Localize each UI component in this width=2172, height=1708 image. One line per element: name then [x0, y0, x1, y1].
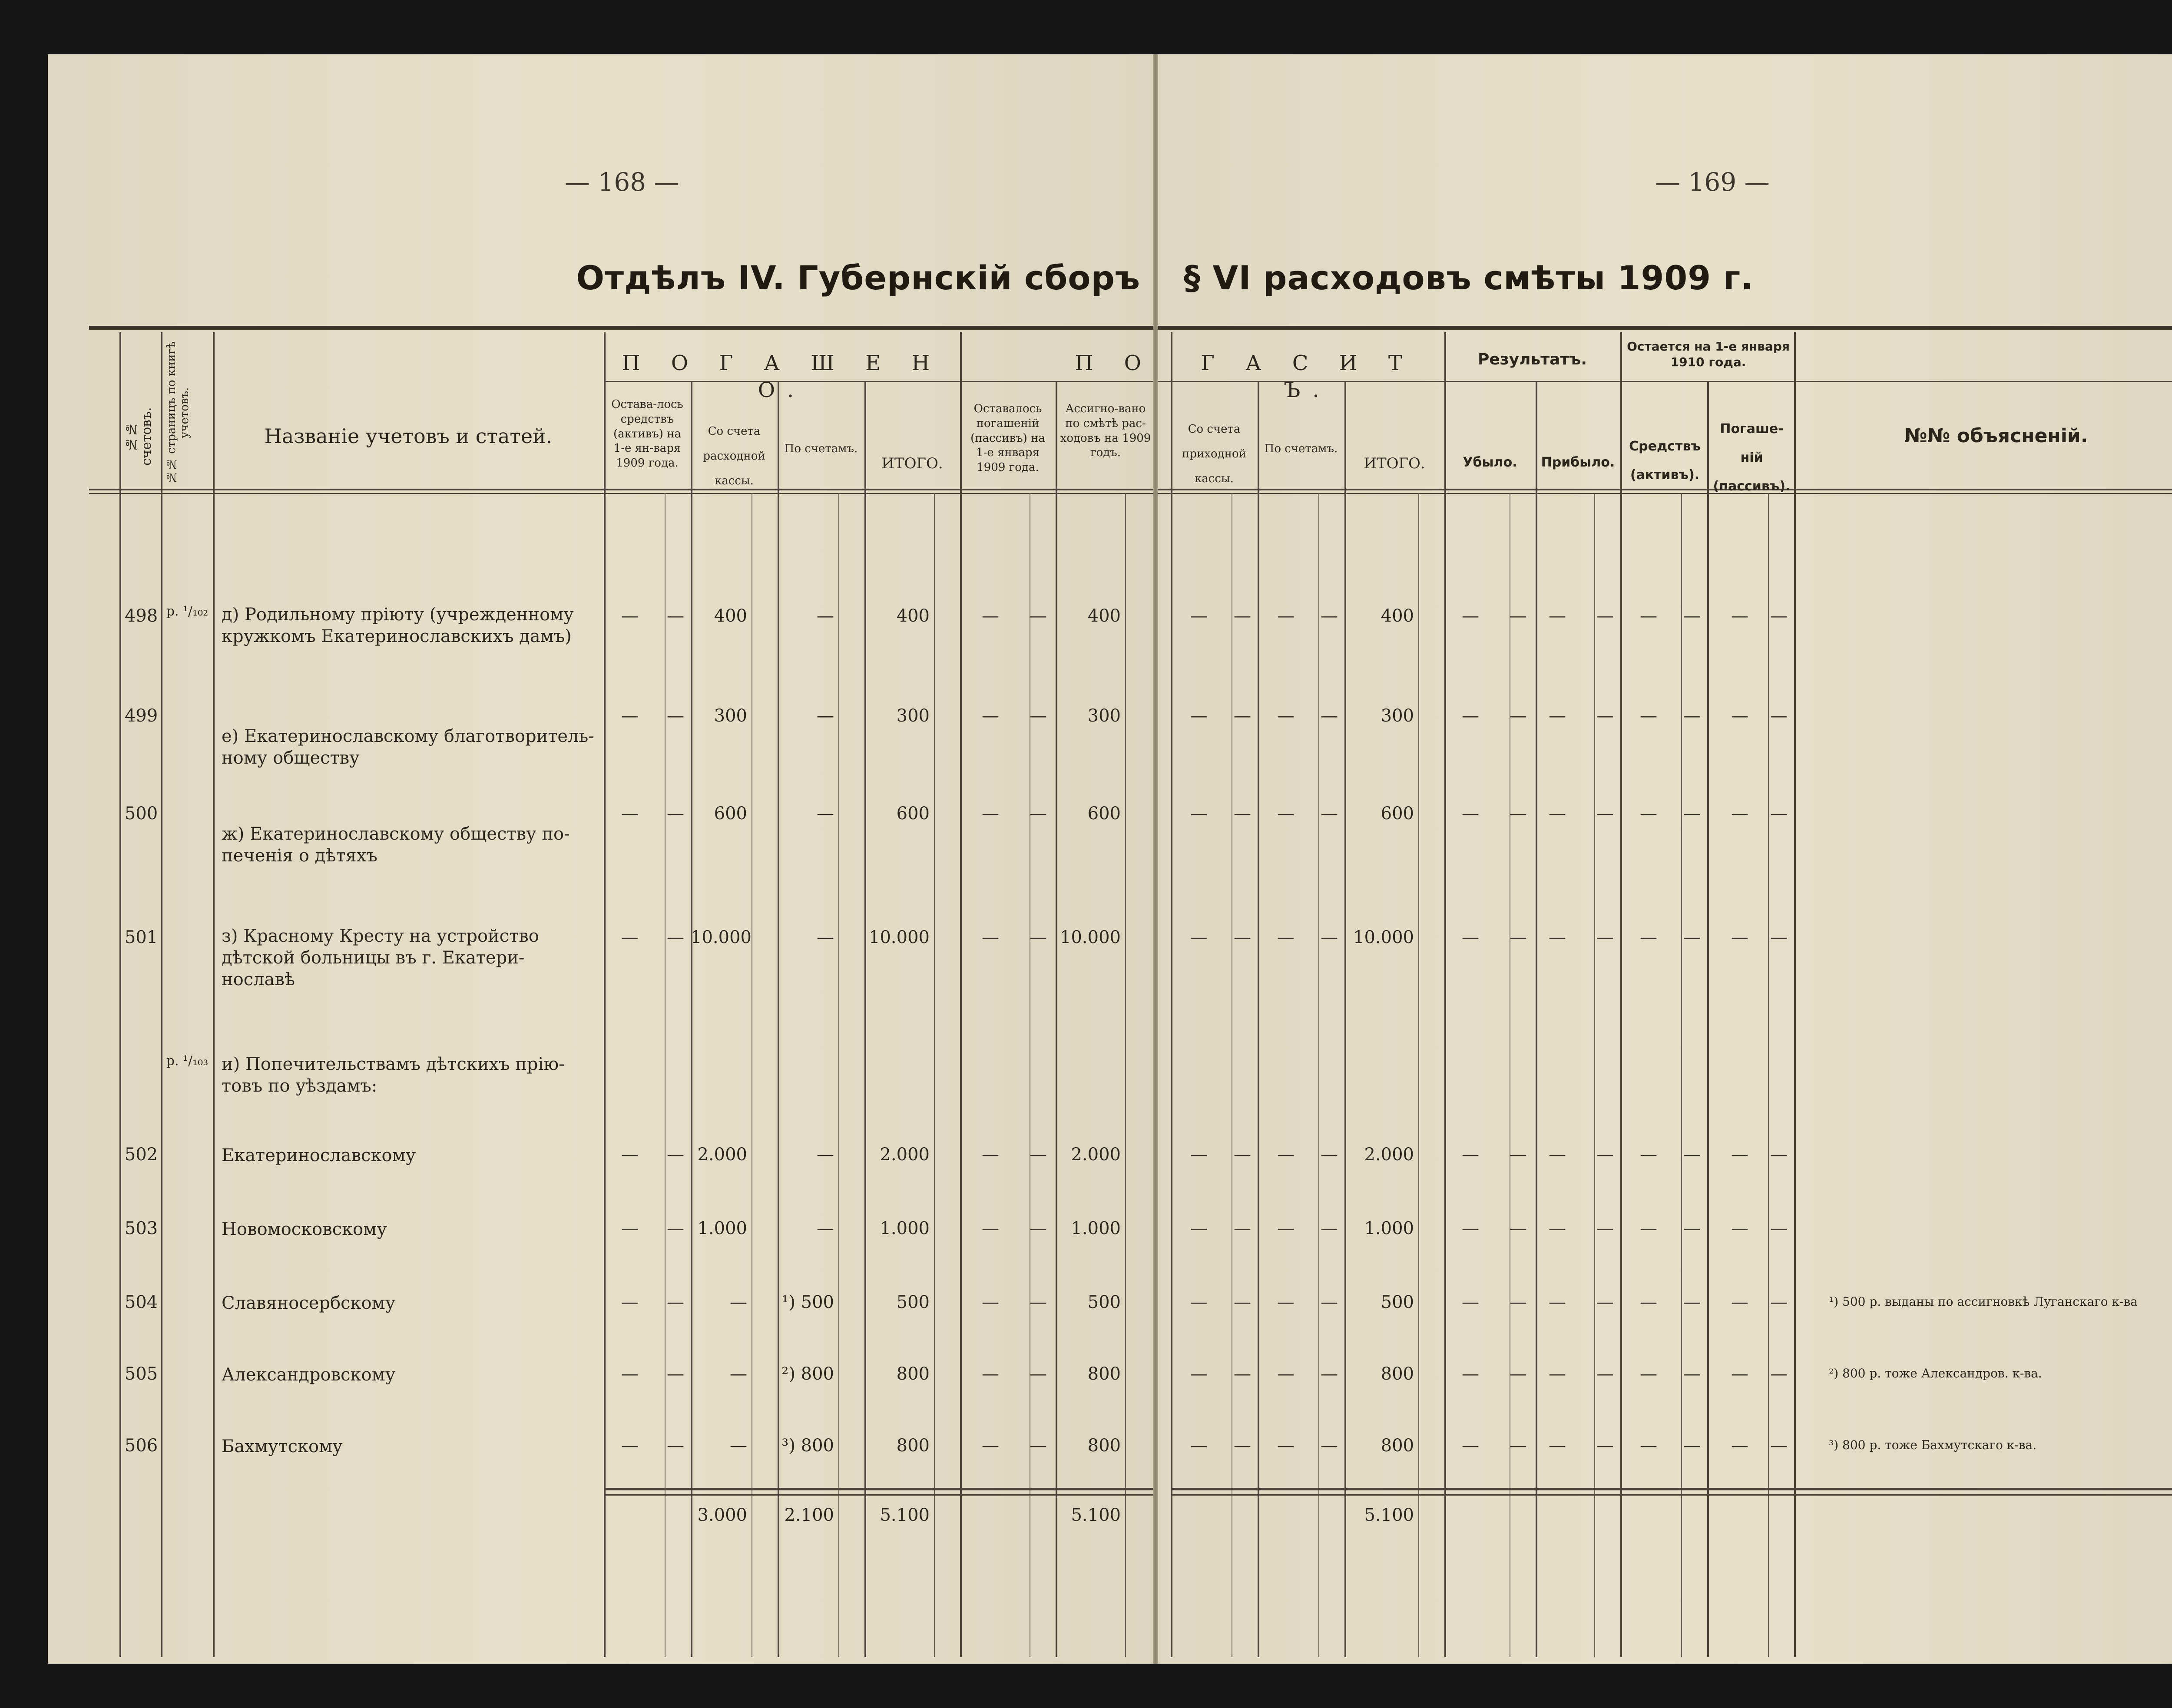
row-assigned: 600: [1087, 804, 1121, 824]
dash-mark: —: [1770, 606, 1788, 626]
dash-mark: —: [1549, 1145, 1566, 1165]
row-by-accounts: —: [817, 706, 834, 726]
col-rule: [119, 332, 121, 1657]
dash-mark: —: [982, 1364, 999, 1384]
row-total: 1.000: [1364, 1218, 1414, 1238]
dash-mark: —: [1462, 706, 1479, 726]
row-total: 800: [896, 1364, 930, 1384]
header-group-to-repay: П О: [1075, 351, 1153, 375]
row-description: Александровскому: [222, 1365, 396, 1385]
dash-mark: —: [1462, 1145, 1479, 1165]
header-total: ИТОГО.: [881, 455, 943, 472]
dash-mark: —: [1640, 927, 1657, 947]
row-expense: 400: [714, 606, 747, 626]
dash-mark: —: [667, 1364, 684, 1384]
dash-mark: —: [1462, 1364, 1479, 1384]
dash-mark: —: [1549, 1364, 1566, 1384]
row-description: е) Екатеринославскому благотворитель-ному обществу: [222, 726, 594, 768]
dash-mark: —: [621, 1292, 639, 1312]
dash-mark: —: [1030, 1218, 1047, 1238]
dash-mark: —: [1462, 1292, 1479, 1312]
page-heading: Отдѣлъ IV. Губернскій сборъ: [576, 258, 1140, 297]
col-rule: [1171, 332, 1172, 1657]
row-description: Новомосковскому: [222, 1219, 387, 1239]
dash-mark: —: [1190, 1145, 1208, 1165]
dash-mark: —: [1683, 1292, 1701, 1312]
row-description: д) Родильному пріюту (учрежденному кружкомъ Екатеринославскихъ дамъ): [222, 605, 574, 646]
dash-mark: —: [1549, 706, 1566, 726]
col-rule: [778, 381, 779, 1657]
dash-mark: —: [1277, 1364, 1295, 1384]
row-explanation-note: ³) 800 р. тоже Бахмутскаго к-ва.: [1829, 1438, 2037, 1452]
dash-mark: —: [1683, 606, 1701, 626]
header-left-liabilities: Оставалось погашеній (пассивъ) на 1-е января 1909 года.: [970, 402, 1045, 474]
dash-mark: —: [1030, 1145, 1047, 1165]
dash-mark: —: [1190, 1436, 1208, 1456]
row-description: Славяносербскому: [222, 1293, 396, 1313]
dash-mark: —: [1640, 1145, 1657, 1165]
dash-mark: —: [1731, 606, 1748, 626]
dash-mark: —: [1683, 1436, 1701, 1456]
dash-mark: —: [1770, 706, 1788, 726]
dash-mark: —: [1683, 706, 1701, 726]
row-expense: 10.000: [691, 927, 752, 947]
dash-mark: —: [982, 1145, 999, 1165]
dash-mark: —: [1596, 1364, 1614, 1384]
row-assigned: 1.000: [1071, 1218, 1121, 1238]
dash-mark: —: [1321, 1436, 1338, 1456]
dash-mark: —: [1190, 1292, 1208, 1312]
dash-mark: —: [1596, 804, 1614, 824]
row-total: 500: [1381, 1292, 1414, 1312]
dash-mark: —: [1510, 1145, 1527, 1165]
dash-mark: —: [1640, 706, 1657, 726]
header-group-to-repay: Г А С И Т Ъ.: [1201, 351, 1414, 403]
dash-mark: —: [1549, 804, 1566, 824]
row-expense: —: [730, 1436, 747, 1456]
dash-mark: —: [1596, 706, 1614, 726]
totals-rule-2: [1171, 1494, 2172, 1496]
dash-mark: —: [982, 804, 999, 824]
dash-mark: —: [621, 1436, 639, 1456]
dash-mark: —: [1234, 1145, 1251, 1165]
row-assigned: 400: [1087, 606, 1121, 626]
row-account-number: 501: [124, 927, 158, 947]
dash-mark: —: [1731, 1292, 1748, 1312]
row-by-accounts: —: [817, 1145, 834, 1165]
dash-mark: —: [982, 1218, 999, 1238]
row-assigned: 800: [1087, 1364, 1121, 1384]
dash-mark: —: [1731, 804, 1748, 824]
row-by-accounts: ²) 800: [781, 1364, 834, 1384]
col-rule: [213, 332, 215, 1657]
dash-mark: —: [1462, 606, 1479, 626]
row-assigned: 300: [1087, 706, 1121, 726]
col-sub-rule: [1125, 493, 1126, 1657]
dash-mark: —: [1190, 1364, 1208, 1384]
row-by-accounts: —: [817, 606, 834, 626]
col-rule: [1258, 381, 1259, 1657]
dash-mark: —: [1030, 1436, 1047, 1456]
dash-mark: —: [1731, 927, 1748, 947]
header-by-accounts: По счетамъ.: [784, 442, 858, 455]
dash-mark: —: [1030, 1292, 1047, 1312]
header-bottom-rule: [89, 489, 1153, 490]
row-explanation-note: ²) 800 р. тоже Александров. к-ва.: [1829, 1366, 2042, 1380]
dash-mark: —: [1549, 606, 1566, 626]
dash-mark: —: [1234, 706, 1251, 726]
col-rule: [1707, 381, 1709, 1657]
dash-mark: —: [667, 1436, 684, 1456]
dash-mark: —: [1770, 1218, 1788, 1238]
row-expense: 600: [714, 804, 747, 824]
dash-mark: —: [1510, 1364, 1527, 1384]
dash-mark: —: [621, 1364, 639, 1384]
dash-mark: —: [1510, 606, 1527, 626]
col-rule: [691, 381, 692, 1657]
header-liabilities: Погаше-ній (пассивъ).: [1713, 421, 1791, 494]
row-assigned: 2.000: [1071, 1145, 1121, 1165]
row-account-number: 498: [124, 606, 158, 626]
row-assigned: 10.000: [1060, 927, 1121, 947]
row-description: ж) Екатеринославскому обществу по-печенія о дѣтяхъ: [222, 824, 570, 866]
header-left-assets: Остава-лось средствъ (активъ) на 1-е ян-варя 1909 года.: [611, 398, 683, 470]
dash-mark: —: [1640, 1364, 1657, 1384]
header-group-paid: П О Г А Ш Е Н О.: [622, 351, 942, 403]
dash-mark: —: [1277, 706, 1295, 726]
dash-mark: —: [1510, 1436, 1527, 1456]
row-account-number: 506: [124, 1436, 158, 1456]
dash-mark: —: [1462, 804, 1479, 824]
dash-mark: —: [982, 706, 999, 726]
header-account-name: Названіе учетовъ и статей.: [264, 424, 553, 448]
header-bottom-rule-2: [1158, 493, 2172, 494]
row-assigned: 500: [1087, 1292, 1121, 1312]
page-number: — 169 —: [1655, 167, 1770, 197]
dash-mark: —: [1510, 706, 1527, 726]
dash-mark: —: [1321, 1364, 1338, 1384]
row-by-accounts: —: [817, 1218, 834, 1238]
row-account-number: 502: [124, 1145, 158, 1165]
dash-mark: —: [982, 1292, 999, 1312]
header-total: ИТОГО.: [1364, 455, 1425, 472]
dash-mark: —: [1277, 927, 1295, 947]
row-total: 500: [896, 1292, 930, 1312]
row-total: 800: [1381, 1364, 1414, 1384]
dash-mark: —: [1596, 1218, 1614, 1238]
dash-mark: —: [1510, 927, 1527, 947]
dash-mark: —: [1549, 1218, 1566, 1238]
dash-mark: —: [667, 1218, 684, 1238]
row-total: 10.000: [1353, 927, 1414, 947]
dash-mark: —: [1321, 706, 1338, 726]
dash-mark: —: [621, 606, 639, 626]
header-loss: Убыло.: [1463, 455, 1517, 470]
dash-mark: —: [1731, 1364, 1748, 1384]
totals-rule: [604, 1488, 1153, 1490]
total-total: 5.100: [1364, 1505, 1414, 1525]
dash-mark: —: [1770, 804, 1788, 824]
header-gain: Прибыло.: [1541, 455, 1615, 470]
col-sub-rule: [838, 493, 839, 1657]
dash-mark: —: [1596, 1436, 1614, 1456]
row-account-number: 500: [124, 804, 158, 824]
dash-mark: —: [1731, 1436, 1748, 1456]
total-by-accounts: 2.100: [784, 1505, 834, 1525]
dash-mark: —: [1462, 1436, 1479, 1456]
col-sub-rule: [1418, 493, 1419, 1657]
header-explanations: №№ объясненій.: [1904, 425, 2088, 447]
row-by-accounts: —: [817, 927, 834, 947]
dash-mark: —: [667, 804, 684, 824]
dash-mark: —: [1770, 1292, 1788, 1312]
dash-mark: —: [1321, 1145, 1338, 1165]
dash-mark: —: [621, 1145, 639, 1165]
dash-mark: —: [1277, 804, 1295, 824]
dash-mark: —: [1510, 1292, 1527, 1312]
dash-mark: —: [1321, 804, 1338, 824]
dash-mark: —: [1462, 927, 1479, 947]
header-income-account: Со счета приходной кассы.: [1182, 423, 1246, 486]
row-ledger-page: р. ¹/₁₀₃: [166, 1053, 209, 1069]
dash-mark: —: [667, 706, 684, 726]
totals-rule-2: [604, 1494, 1153, 1496]
dash-mark: —: [1549, 927, 1566, 947]
dash-mark: —: [1683, 1145, 1701, 1165]
dash-mark: —: [667, 927, 684, 947]
col-sub-rule: [1768, 493, 1769, 1657]
col-rule: [1344, 381, 1346, 1657]
dash-mark: —: [1234, 1292, 1251, 1312]
dash-mark: —: [1510, 1218, 1527, 1238]
row-total: 800: [1381, 1436, 1414, 1456]
row-explanation-note: ¹) 500 р. выданы по ассигновкѣ Луганскаго к-ва: [1829, 1294, 2138, 1309]
dash-mark: —: [1277, 1145, 1295, 1165]
dash-mark: —: [1549, 1436, 1566, 1456]
dash-mark: —: [1596, 606, 1614, 626]
col-rule: [960, 332, 962, 1657]
row-total: 2.000: [1364, 1145, 1414, 1165]
row-by-accounts: ¹) 500: [781, 1292, 834, 1312]
col-rule: [604, 332, 606, 1657]
total-total: 5.100: [880, 1505, 930, 1525]
dash-mark: —: [667, 1292, 684, 1312]
dash-mark: —: [1234, 1364, 1251, 1384]
header-assigned: Ассигно-вано по смѣтѣ рас-ходовъ на 1909 годъ.: [1060, 402, 1151, 460]
row-expense: —: [730, 1364, 747, 1384]
dash-mark: —: [1770, 1145, 1788, 1165]
dash-mark: —: [1549, 1292, 1566, 1312]
col-sub-rule: [934, 493, 935, 1657]
totals-rule: [1171, 1488, 2172, 1490]
header-ledger-page: №№ страницъ по книгѣ учетовъ.: [165, 341, 191, 484]
col-sub-rule: [1681, 493, 1682, 1657]
row-total: 600: [896, 804, 930, 824]
col-rule: [1536, 381, 1537, 1657]
dash-mark: —: [1234, 1218, 1251, 1238]
dash-mark: —: [1030, 706, 1047, 726]
dash-mark: —: [1277, 1436, 1295, 1456]
dash-mark: —: [1731, 706, 1748, 726]
col-rule: [1056, 381, 1057, 1657]
dash-mark: —: [1321, 1218, 1338, 1238]
row-description: Бахмутскому: [222, 1437, 343, 1456]
dash-mark: —: [1030, 1364, 1047, 1384]
left-page: [48, 54, 1153, 1664]
row-by-accounts: —: [817, 804, 834, 824]
dash-mark: —: [621, 706, 639, 726]
top-rule: [1158, 326, 2172, 330]
row-account-number: 505: [124, 1364, 158, 1384]
col-sub-rule: [1594, 493, 1595, 1657]
row-total: 400: [896, 606, 930, 626]
dash-mark: —: [1030, 804, 1047, 824]
dash-mark: —: [1770, 1364, 1788, 1384]
dash-mark: —: [1683, 1218, 1701, 1238]
row-account-number: 503: [124, 1218, 158, 1238]
row-description: и) Попечительствамъ дѣтскихъ прію-товъ по уѣздамъ:: [222, 1054, 565, 1096]
header-bottom-rule-2: [89, 493, 1153, 494]
col-sub-rule: [665, 493, 666, 1657]
dash-mark: —: [1510, 804, 1527, 824]
row-ledger-page: р. ¹/₁₀₂: [166, 604, 209, 619]
row-expense: 300: [714, 706, 747, 726]
row-total: 400: [1381, 606, 1414, 626]
dash-mark: —: [1234, 927, 1251, 947]
row-expense: 2.000: [697, 1145, 747, 1165]
dash-mark: —: [1277, 1218, 1295, 1238]
dash-mark: —: [1234, 606, 1251, 626]
dash-mark: —: [1277, 1292, 1295, 1312]
dash-mark: —: [1462, 1218, 1479, 1238]
dash-mark: —: [1640, 804, 1657, 824]
dash-mark: —: [1190, 804, 1208, 824]
row-total: 600: [1381, 804, 1414, 824]
top-rule: [89, 326, 1153, 330]
dash-mark: —: [1234, 1436, 1251, 1456]
dash-mark: —: [667, 1145, 684, 1165]
row-description: з) Красному Кресту на устройство дѣтской больницы въ г. Екатери-нославѣ: [222, 926, 539, 990]
dash-mark: —: [1640, 1292, 1657, 1312]
col-rule: [1444, 332, 1446, 1657]
dash-mark: —: [1234, 804, 1251, 824]
dash-mark: —: [1596, 1145, 1614, 1165]
dash-mark: —: [982, 606, 999, 626]
dash-mark: —: [621, 804, 639, 824]
dash-mark: —: [1640, 1436, 1657, 1456]
header-group-result: Результатъ.: [1477, 351, 1587, 368]
dash-mark: —: [621, 927, 639, 947]
dash-mark: —: [1731, 1145, 1748, 1165]
dash-mark: —: [1596, 927, 1614, 947]
header-account-number: №№ счетовъ.: [124, 407, 154, 466]
dash-mark: —: [1321, 927, 1338, 947]
header-by-accounts: По счетамъ.: [1264, 442, 1338, 455]
header-group-remain: Остается на 1-е января 1910 года.: [1627, 339, 1790, 370]
dash-mark: —: [1683, 804, 1701, 824]
header-expense-account: Со счета расходной кассы.: [703, 425, 765, 488]
page-heading: § VI расходовъ смѣты 1909 г.: [1184, 258, 1754, 297]
row-expense: —: [730, 1292, 747, 1312]
row-account-number: 504: [124, 1292, 158, 1312]
row-total: 1.000: [880, 1218, 930, 1238]
row-total: 10.000: [869, 927, 930, 947]
right-page: [1158, 54, 2172, 1664]
dash-mark: —: [1731, 1218, 1748, 1238]
header-assets: Средствъ (активъ).: [1629, 439, 1701, 483]
dash-mark: —: [1190, 927, 1208, 947]
row-by-accounts: ³) 800: [781, 1436, 834, 1456]
dash-mark: —: [1640, 606, 1657, 626]
total-expense: 3.000: [697, 1505, 747, 1525]
col-sub-rule: [1318, 493, 1319, 1657]
dash-mark: —: [1770, 927, 1788, 947]
col-rule: [1620, 332, 1622, 1657]
row-total: 800: [896, 1436, 930, 1456]
dash-mark: —: [667, 606, 684, 626]
dash-mark: —: [982, 927, 999, 947]
row-assigned: 800: [1087, 1436, 1121, 1456]
dash-mark: —: [1190, 606, 1208, 626]
dash-mark: —: [1321, 1292, 1338, 1312]
dash-mark: —: [1190, 1218, 1208, 1238]
page-number: — 168 —: [565, 167, 679, 197]
dash-mark: —: [1277, 606, 1295, 626]
row-total: 2.000: [880, 1145, 930, 1165]
col-rule: [161, 332, 162, 1657]
dash-mark: —: [1683, 1364, 1701, 1384]
row-total: 300: [1381, 706, 1414, 726]
col-rule: [864, 381, 866, 1657]
row-account-number: 499: [124, 706, 158, 726]
col-rule: [1794, 332, 1796, 1657]
dash-mark: —: [1640, 1218, 1657, 1238]
row-description: Екатеринославскому: [222, 1145, 416, 1165]
dash-mark: —: [1030, 927, 1047, 947]
dash-mark: —: [1683, 927, 1701, 947]
dash-mark: —: [621, 1218, 639, 1238]
row-total: 300: [896, 706, 930, 726]
dash-mark: —: [1770, 1436, 1788, 1456]
dash-mark: —: [1030, 606, 1047, 626]
dash-mark: —: [982, 1436, 999, 1456]
row-expense: 1.000: [697, 1218, 747, 1238]
dash-mark: —: [1321, 606, 1338, 626]
dash-mark: —: [1596, 1292, 1614, 1312]
dash-mark: —: [1190, 706, 1208, 726]
total-assigned: 5.100: [1071, 1505, 1121, 1525]
